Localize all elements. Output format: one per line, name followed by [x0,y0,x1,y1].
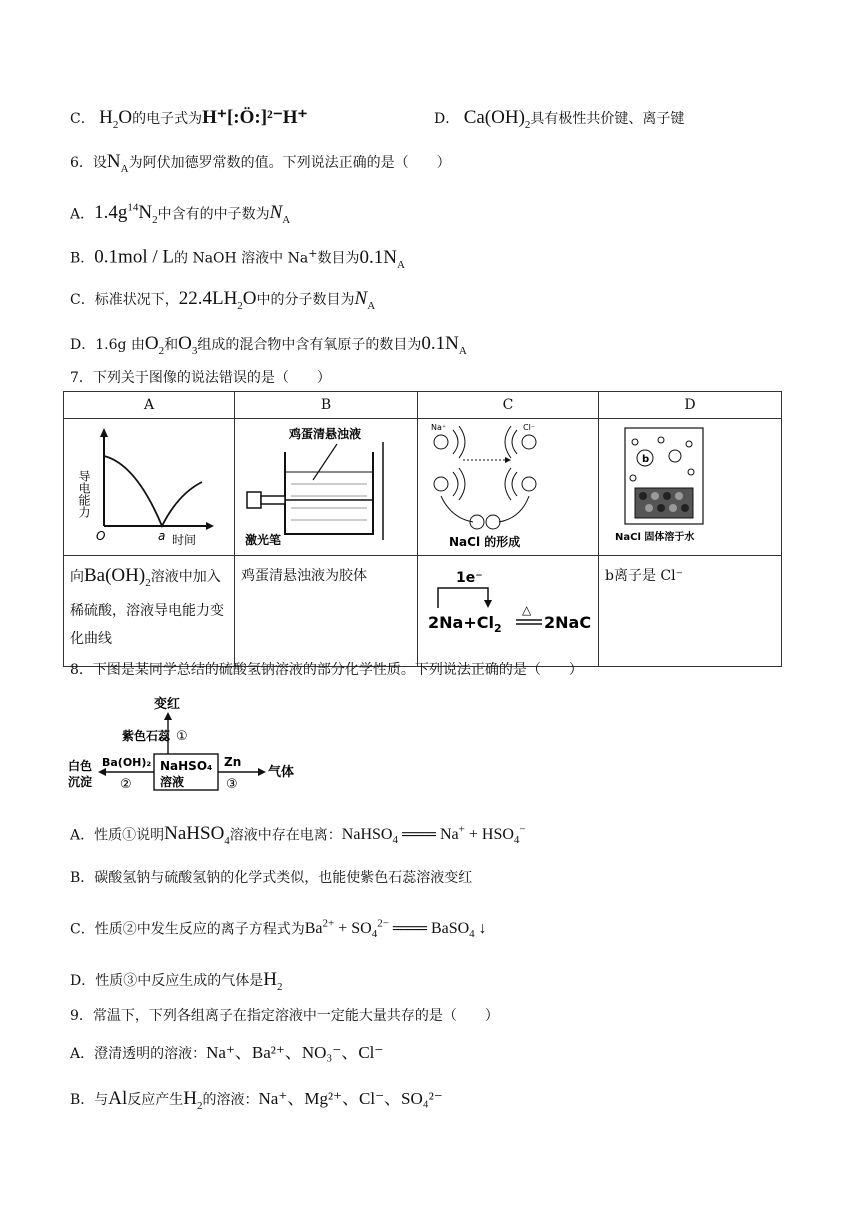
na-label: Na⁺ [431,423,447,432]
property-3-number: ③ [226,777,238,792]
figure-c-caption: NaCl 的形成 [449,535,521,548]
figure-b [235,419,418,556]
property-2-number: ② [120,777,132,792]
figure-d [599,419,782,556]
reagent-3: Zn [224,755,242,769]
formula: $H_2O$ [99,107,133,131]
electron-transfer-label: 1e⁻ [456,570,483,586]
center-formula: NaHSO₄ [160,759,213,773]
point-label: a [158,529,166,543]
electron-formula: H⁺[:Ö:]²⁻H⁺ [202,107,308,128]
q5-option-c: C． $H_2O$的电子式为H⁺[:Ö:]²⁻H⁺ [70,107,308,131]
q8-option-c: C．性质②中发生反应的离子方程式为$Ba^{2+} + SO_4^{2-}$ ═══ BaSO$_4$ ↓ [70,918,487,941]
col-header-c: C [418,392,599,419]
q6-option-a: A．$1.4g^{14}N_2$中含有的中子数为$N_A$ [70,202,291,227]
figure-c [418,419,599,556]
axis-xlabel: 时间 [172,533,197,547]
reagent-1: 紫色石蕊 [122,729,171,743]
q7-stem: 7．下列关于图像的说法错误的是（ ） [70,370,331,386]
q6-stem: 6．设$N_A$为阿伏加德罗常数的值。下列说法正确的是（ ） [70,151,451,175]
q9-option-a: A．澄清透明的溶液：Na⁺、Ba²⁺、NO₃⁻、Cl⁻ [70,1043,384,1062]
figure-d-caption: NaCl 固体溶于水 [615,532,695,543]
col-header-b: B [235,392,418,419]
center-solution: 溶液 [160,775,185,789]
q7-table [63,391,782,667]
result-1: 变红 [154,697,181,712]
result-2-top: 白色 [68,759,93,773]
cl-label: Cl⁻ [523,423,536,432]
caption-a: 向$Ba(OH)_2$溶液中加入稀硫酸，溶液导电能力变化曲线 [64,556,235,667]
axis-ylabel: 导电能力 [77,470,91,518]
q9-option-b: B．与Al反应产生$H_2$的溶液：Na⁺、Mg²⁺、Cl⁻、SO₄²⁻ [70,1088,443,1112]
q8-stem: 8．下图是某同学总结的硫酸氢钠溶液的部分化学性质。下列说法正确的是（ ） [70,662,583,678]
q5-option-d: D． $Ca(OH)_2$具有极性共价键、离子键 [434,107,685,131]
equation-left: $2Na+Cl_2$ [428,613,502,635]
origin-label: O [96,529,106,543]
equation-right: 2NaCl [544,613,592,632]
result-3: 气体 [268,765,295,780]
result-2-bottom: 沉淀 [68,775,93,789]
figure-a [64,419,235,556]
q6-option-b: B．0.1mol / L的 NaOH 溶液中 Na+数目为$0.1N_A$ [70,246,405,271]
caption-d: b离子是 Cl⁻ [599,556,782,667]
heat-symbol: △ [522,603,532,617]
q9-stem: 9．常温下，下列各组离子在指定溶液中一定能大量共存的是（ ） [70,1008,499,1024]
q6-option-c: C．标准状况下，$22.4LH_2O$中的分子数目为$N_A$ [70,288,376,312]
reagent-2: Ba(OH)₂ [102,756,152,769]
ion-b-label: b [642,454,650,465]
property-1-number: ① [176,729,188,744]
caption-b: 鸡蛋清悬浊液为胶体 [235,556,418,667]
col-header-d: D [599,392,782,419]
laser-label: 激光笔 [245,533,282,547]
q8-option-b: B．碳酸氢钠与硫酸氢钠的化学式类似，也能使紫色石蕊溶液变红 [70,870,473,886]
q8-option-a: A．性质①说明NaHSO$_4$溶液中存在电离：NaHSO$_4$ ═══ $Na^+ + HSO_4^-$ [70,823,526,848]
q6-option-d: D．1.6g 由$O_2$和$O_3$组成的混合物中含有氧原子的数目为$0.1N_A$ [70,333,467,357]
formula: $Ca(OH)_2$ [463,107,531,131]
q8-diagram [66,688,306,798]
q8-option-d: D．性质③中反应生成的气体是$H_2$ [70,969,283,993]
beaker-label: 鸡蛋清悬浊液 [289,427,362,441]
caption-c [418,556,599,667]
col-header-a: A [64,392,235,419]
